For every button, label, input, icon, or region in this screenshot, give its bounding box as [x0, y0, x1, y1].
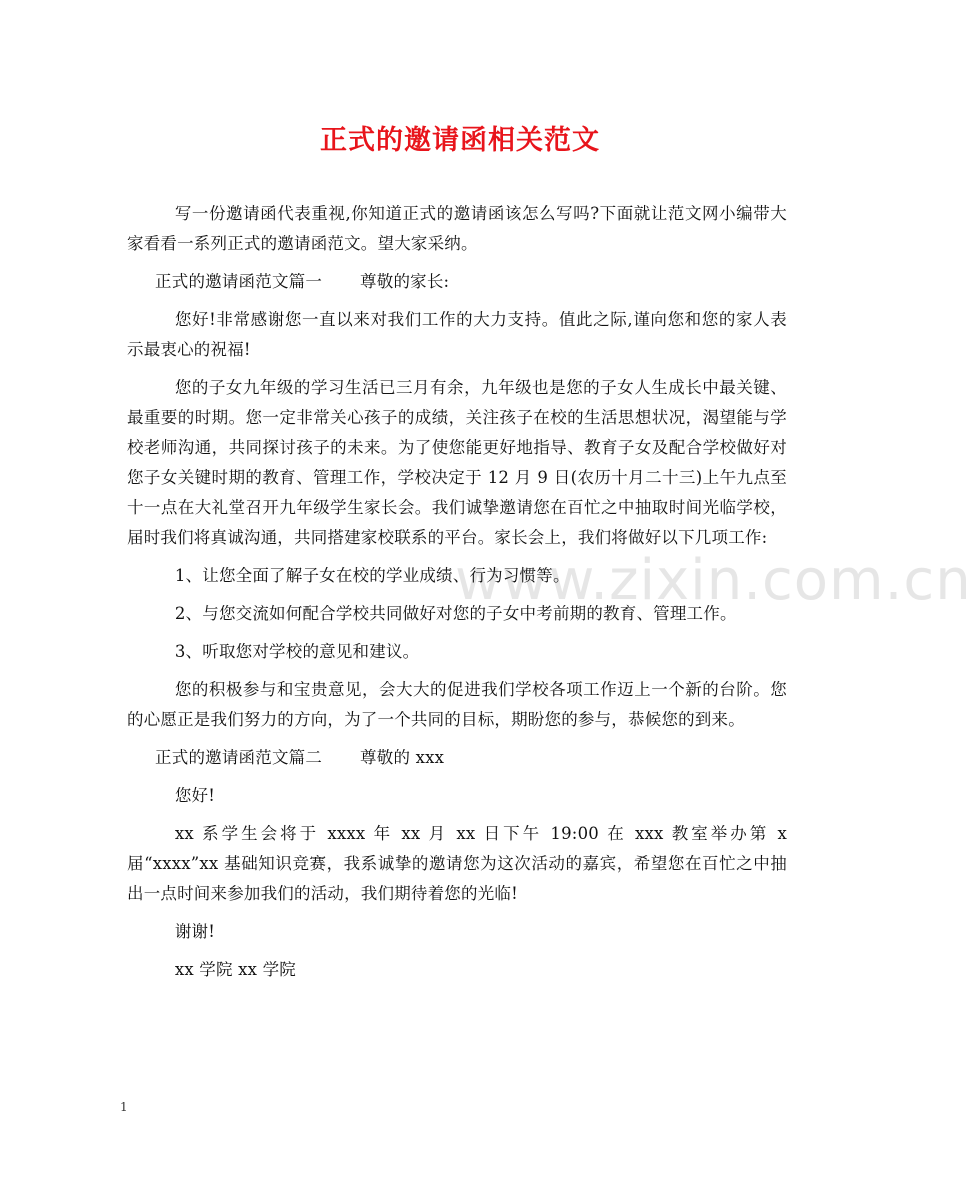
section2-paragraph-1: xx 系学生会将于 xxxx 年 xx 月 xx 日下午 19:00 在 xxx 教室举办第 x 届“xxxx”xx 基础知识竞赛，我系诚挚的邀请您为这次活动的嘉宾，希望您在百忙之中抽出一点时间来参加我们的活动，我们期待着您的光临!	[127, 824, 787, 903]
section2-salutation: 尊敬的 xxx	[360, 748, 445, 767]
section1-heading-line	[127, 267, 787, 297]
section1-paragraph-3: 您的积极参与和宝贵意见，会大大的促进我们学校各项工作迈上一个新的台阶。您的心愿正是我们努力的方向，为了一个共同的目标，期盼您的参与，恭候您的到来。	[127, 680, 787, 729]
section2-thanks: 谢谢!	[174, 922, 216, 941]
section1-paragraph-1: 您好!非常感谢您一直以来对我们工作的大力支持。值此之际,谨向您和您的家人表示最衷心的祝福!	[127, 310, 787, 359]
watermark: www.zixin.com.cn	[455, 548, 972, 613]
section1-salutation: 尊敬的家长:	[360, 272, 450, 291]
document-title: 正式的邀请函相关范文	[320, 125, 600, 156]
section1-list-item-2: 2、与您交流如何配合学校共同做好对您的子女中考前期的教育、管理工作。	[174, 604, 737, 623]
section1-paragraph-2: 您的子女九年级的学习生活已三月有余，九年级也是您的子女人生成长中最关键、最重要的时期。您一定非常关心孩子的成绩，关注孩子在校的生活思想状况，渴望能与学校老师沟通，共同探讨孩子的未来。为了使您能更好地指导、教育子女及配合学校做好对您子女关键时期的教育、管理工作，学校决定于 12 月 9 日(农历十月二十三)上午九点至十一点在大礼堂召开九年级学生家长会。我们诚挚邀请您在百忙之中抽取时间光临学校，届时我们将真诚沟通，共同搭建家校联系的平台。家长会上，我们将做好以下几项工作:	[127, 378, 787, 547]
intro-paragraph: 写一份邀请函代表重视,你知道正式的邀请函该怎么写吗?下面就让范文网小编带大家看看一系列正式的邀请函范文。望大家采纳。	[127, 204, 787, 253]
section1-list-item-3: 3、听取您对学校的意见和建议。	[174, 642, 420, 661]
section1-heading: 正式的邀请函范文篇一	[155, 272, 323, 291]
document-body	[127, 199, 787, 993]
section2-heading-line	[127, 743, 787, 773]
section2-greeting: 您好!	[174, 786, 216, 805]
section2-heading: 正式的邀请函范文篇二	[155, 748, 323, 767]
section1-list-item-1: 1、让您全面了解子女在校的学业成绩、行为习惯等。	[174, 566, 570, 585]
page-number: 1	[120, 1100, 128, 1114]
section2-signature: xx 学院 xx 学院	[174, 960, 297, 979]
